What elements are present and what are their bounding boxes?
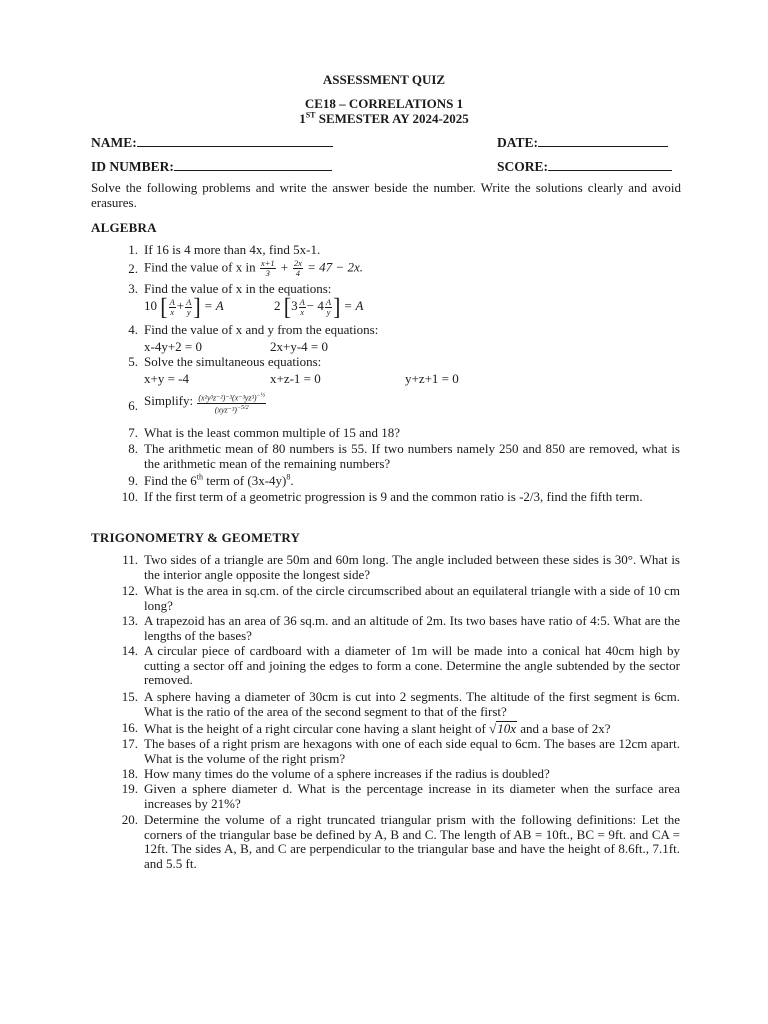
q3-equation-2: 2 [3 $\frac{A}{x}$ − 4 $\frac{A}{y}$ ] = A	[274, 292, 364, 321]
fraction: $(x^2y^3z^{-2})^{-3}(x^{-3}yz^3)^{-\frac{1}{2}}$ $(xyz^{-3})^{-5/2}$	[198, 393, 266, 415]
question-text: A sphere having a diameter of 30cm is cut into 2 segments. The altitude of the first segment is 6cm. What is the ratio of the area of the second segment to that of the first?	[144, 689, 680, 719]
question-text: If the first term of a geometric progression is 9 and the common ratio is -2/3, find the fifth term.	[144, 489, 643, 504]
question-number: 15.	[121, 689, 138, 704]
square-root: 10x	[497, 721, 517, 736]
quiz-title: ASSESSMENT QUIZ	[322, 72, 446, 87]
question-number: 11.	[122, 552, 138, 567]
question-text: What is the area in sq.cm. of the circle circumscribed about an equilateral triangle with a side of 10 cm long?	[144, 583, 680, 613]
score-field	[497, 158, 672, 175]
question-number: 3.	[128, 281, 138, 296]
question-text: The bases of a right prism are hexagons with one of each side equal to 6cm. The bases are 12cm apart. What is the volume of the right prism?	[144, 736, 680, 766]
course-title: CE18 – CORRELATIONS 1	[304, 96, 464, 111]
question-text: Find the 6th term of $(3x-4y)^8$.	[144, 472, 294, 488]
q5-equation-1: x+y = -4	[144, 371, 189, 386]
score-label: SCORE:	[497, 159, 549, 174]
section-algebra: ALGEBRA	[91, 220, 157, 235]
question-number: 1.	[128, 242, 138, 257]
question-text: Find the value of x and y from the equations:	[144, 322, 379, 337]
question-number: 20.	[121, 812, 138, 827]
question-text: What is the height of a right circular cone having a slant height of √10x and a base of 2x?	[144, 721, 611, 736]
semester-line	[0, 111, 768, 127]
question-number: 4.	[128, 322, 138, 337]
question-text: Determine the volume of a right truncated triangular prism with the following definitions: Let the corners of the triangular base be defined by A, B and C. The length of AB = 10ft., BC = 9ft. and CA = 12ft. The sides A, B, and C are perpendicular to the triangular base and have the height of 8.6ft., 7.1ft. and 5.5 ft.	[144, 812, 680, 871]
question-number: 2.	[128, 261, 138, 276]
semester-ordinal: 1	[299, 111, 306, 126]
question-number: 16.	[121, 720, 138, 735]
semester-suffix: ST	[305, 110, 316, 120]
name-field	[91, 134, 333, 151]
question-text: A trapezoid has an area of 36 sq.m. and an altitude of 2m. Its two bases have ratio of 4:5. What are the lengths of the bases?	[144, 613, 680, 643]
q5-equation-3: y+z+1 = 0	[405, 371, 459, 386]
q3-equation-1: 10 [ $\frac{A}{x}$ + $\frac{A}{y}$ ] = A	[144, 292, 224, 321]
question-number: 12.	[121, 583, 138, 598]
question-number: 17.	[121, 736, 138, 751]
question-text: If 16 is 4 more than 4x, find 5x-1.	[144, 242, 321, 257]
date-label: DATE:	[497, 135, 539, 150]
question-text: A circular piece of cardboard with a diameter of 1m will be made into a conical hat 40cm high by cutting a sector off and joining the edges to form a cone. Determine the angle subtended by the sector removed.	[144, 643, 680, 687]
instructions: Solve the following problems and write the answer beside the number. Write the solutions clearly and avoid erasures.	[91, 180, 681, 210]
question-text: Find the value of x in the equations:	[144, 281, 332, 296]
id-number-label: ID NUMBER:	[91, 159, 174, 174]
question-number: 8.	[128, 441, 138, 456]
q5-equation-2: x+z-1 = 0	[270, 371, 321, 386]
question-text: Simplify: $(x^2y^3z^{-2})^{-3}(x^{-3}yz^3)^{-\frac{1}{2}}$ $(xyz^{-3})^{-5/2}$	[144, 393, 266, 415]
question-text: How many times do the volume of a sphere increases if the radius is doubled?	[144, 766, 550, 781]
name-label: NAME:	[91, 135, 137, 150]
question-number: 5.	[128, 354, 138, 369]
question-text: Given a sphere diameter d. What is the percentage increase in its diameter when the surface area increases by 21%?	[144, 781, 680, 811]
question-number: 18.	[121, 766, 138, 781]
question-number: 13.	[121, 613, 138, 628]
question-number: 9.	[128, 473, 138, 488]
name-blank[interactable]	[137, 134, 333, 147]
q4-equation-1: x-4y+2 = 0	[144, 339, 202, 354]
question-number: 7.	[128, 425, 138, 440]
question-number: 6.	[128, 398, 138, 413]
question-text: Find the value of x in $\frac{x+1}{3}$ + $\frac{2x}{4}$ = 47 − 2x.	[144, 258, 363, 278]
fraction: $\frac{x+1}{3}$	[260, 258, 275, 278]
date-blank[interactable]	[538, 134, 668, 147]
id-number-blank[interactable]	[174, 158, 332, 171]
semester-text: SEMESTER AY 2024-2025	[315, 111, 469, 126]
question-text: What is the least common multiple of 15 and 18?	[144, 425, 400, 440]
question-text: The arithmetic mean of 80 numbers is 55. If two numbers namely 250 and 850 are removed, what is the arithmetic mean of the remaining numbers?	[144, 441, 680, 471]
date-field	[497, 134, 668, 151]
question-number: 10.	[121, 489, 138, 504]
question-number: 19.	[121, 781, 138, 796]
fraction: $\frac{2x}{4}$	[293, 258, 302, 278]
question-text: Solve the simultaneous equations:	[144, 354, 322, 369]
question-text: Two sides of a triangle are 50m and 60m long. The angle included between these sides is 30°. What is the interior angle opposite the longest side?	[144, 552, 680, 582]
section-trigonometry-geometry: TRIGONOMETRY & GEOMETRY	[91, 530, 301, 545]
score-blank[interactable]	[548, 158, 672, 171]
q4-equation-2: 2x+y-4 = 0	[270, 339, 328, 354]
question-number: 14.	[121, 643, 138, 658]
id-number-field	[91, 158, 332, 175]
